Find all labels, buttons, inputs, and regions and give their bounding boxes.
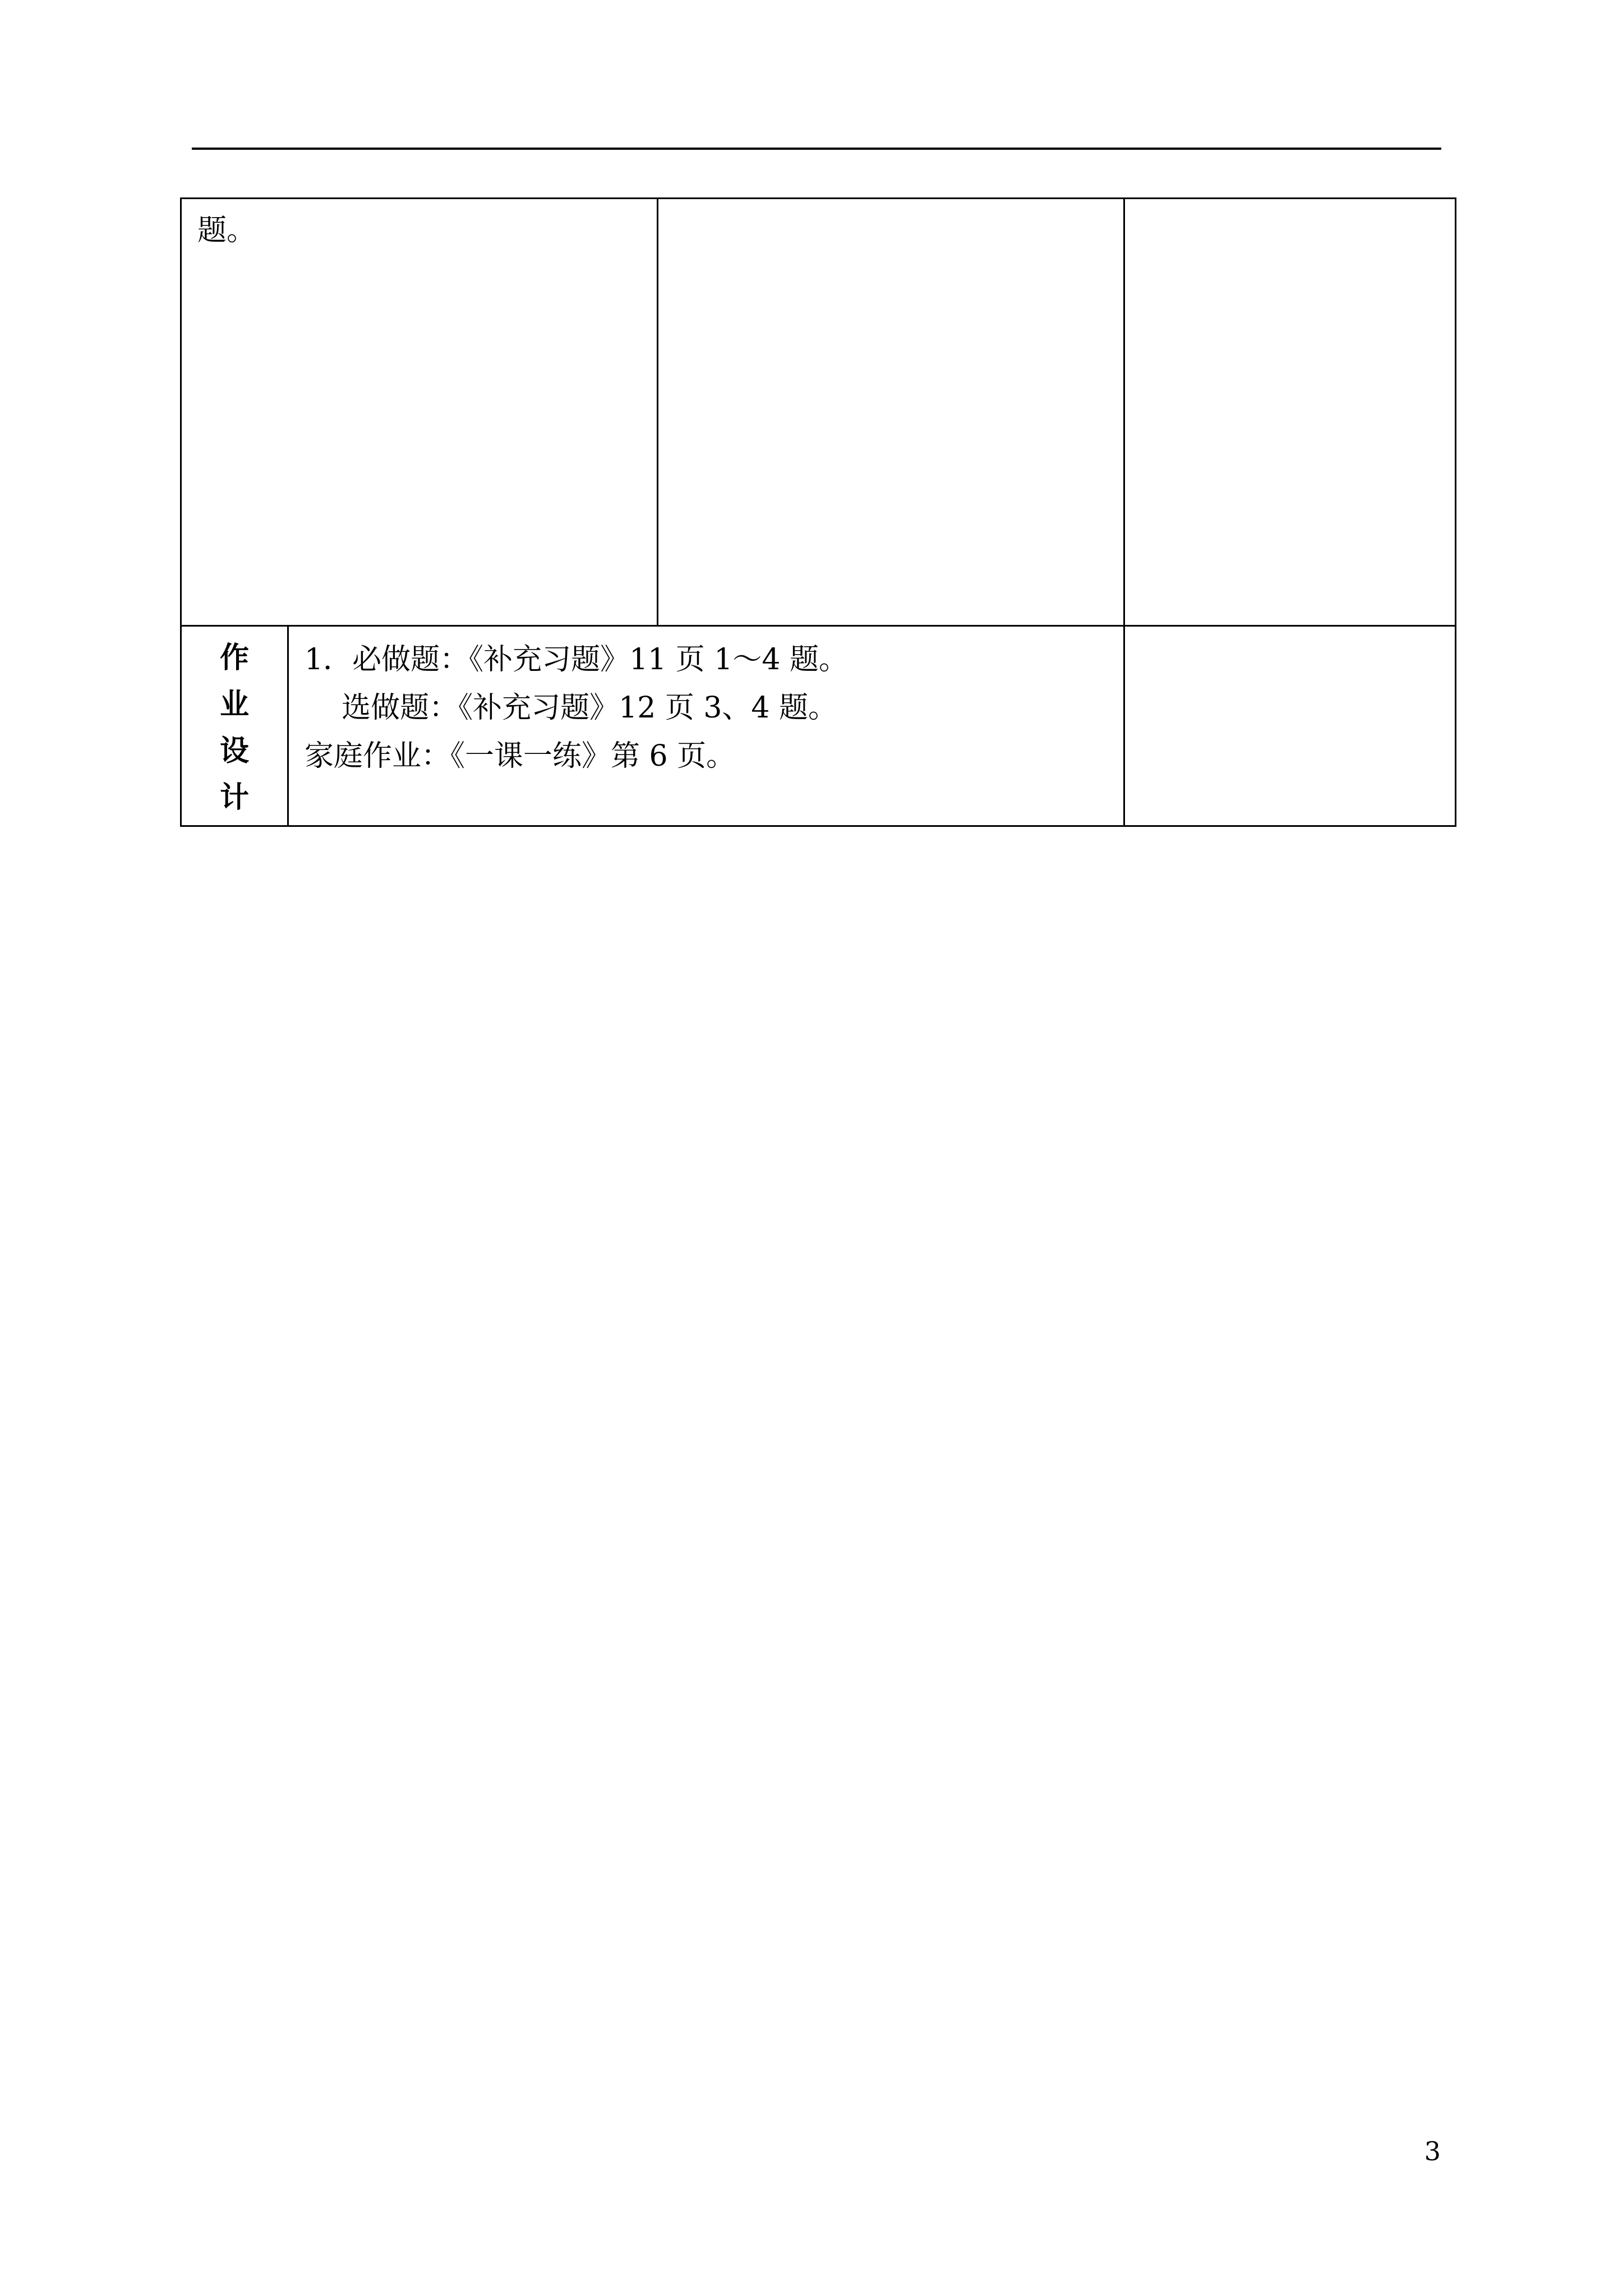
label-char-4: 计 — [219, 781, 249, 815]
continuation-left-cell — [180, 197, 658, 627]
homework-line-3: 家庭作业：《一课一练》第 6 页。 — [305, 739, 736, 773]
homework-line-1: 1．必做题：《补充习题》11 页 1～4 题。 — [305, 643, 849, 677]
page-number: 3 — [1424, 2136, 1441, 2166]
header-rule — [192, 148, 1441, 150]
homework-content-cell — [287, 625, 1125, 827]
continuation-middle-cell — [657, 197, 1125, 627]
homework-line-2: 选做题：《补充习题》12 页 3、4 题。 — [305, 691, 838, 725]
continuation-text: 题。 — [197, 214, 256, 247]
homework-label-cell — [180, 625, 289, 827]
label-char-1: 作 — [219, 641, 249, 675]
label-char-3: 设 — [219, 734, 249, 768]
homework-notes-cell — [1123, 625, 1456, 827]
label-char-2: 业 — [219, 688, 249, 721]
continuation-right-cell — [1123, 197, 1456, 627]
